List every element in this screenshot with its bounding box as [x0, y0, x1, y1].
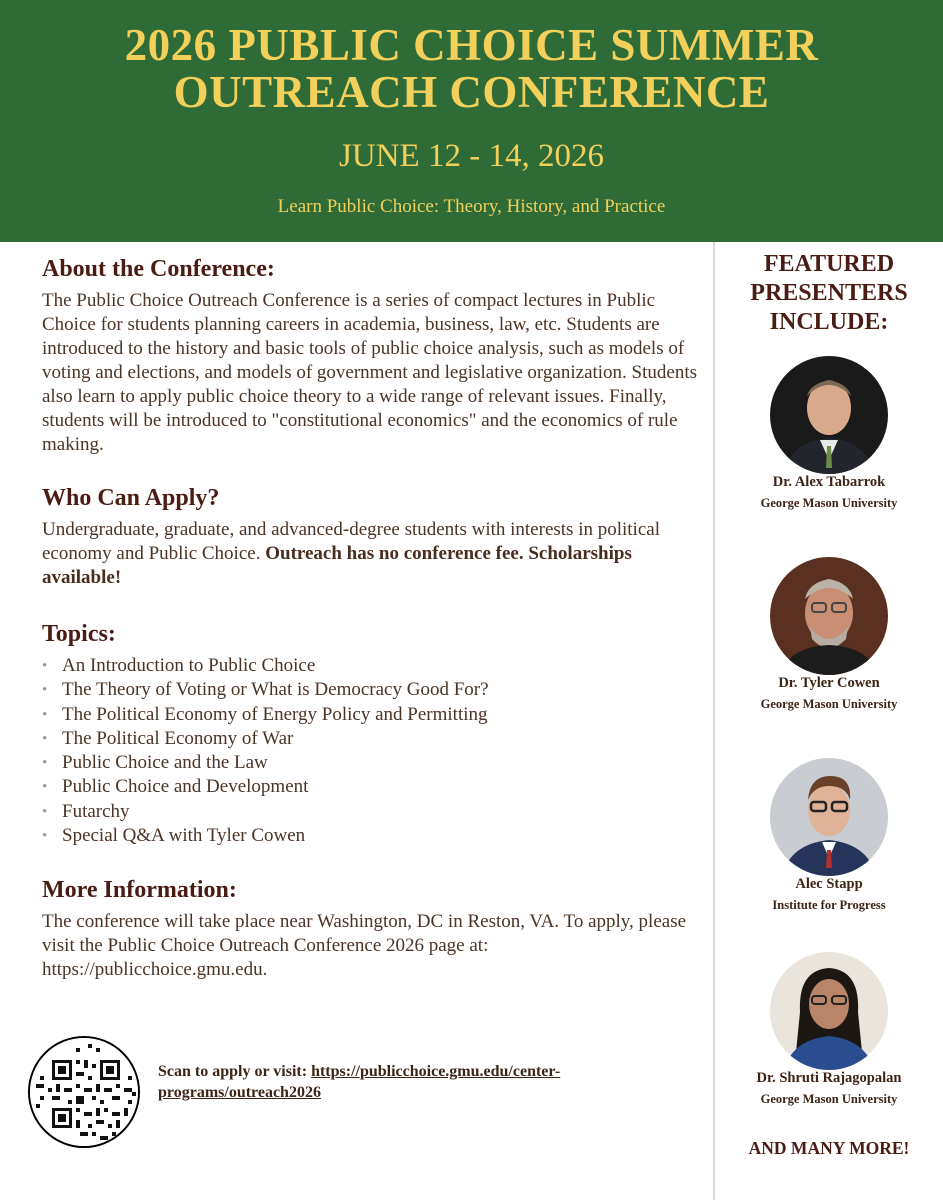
conference-tagline: Learn Public Choice: Theory, History, and Practice: [277, 196, 666, 217]
title-line-1: 2026 PUBLIC CHOICE SUMMER: [124, 20, 819, 70]
more-heading: More Information:: [42, 877, 237, 903]
about-section: [42, 255, 702, 457]
list-item: • The Theory of Voting or What is Democracy Good For?: [42, 678, 702, 702]
featured-heading: [715, 250, 943, 337]
presenter-name: Alec Stapp: [795, 876, 863, 892]
presenter-card: [715, 952, 943, 1107]
application-link[interactable]: https://publicchoice.gmu.edu/center-programs/outreach2026: [158, 1063, 561, 1101]
list-item: • The Political Economy of Energy Policy and Permitting: [42, 703, 702, 727]
who-text-plain: Undergraduate, graduate, and advanced-degree students with interests in political economy and Public Choice.: [42, 519, 660, 564]
about-heading: About the Conference:: [42, 256, 275, 282]
avatar: [770, 952, 888, 1070]
qr-code-graphic: [30, 1038, 140, 1148]
list-item: • The Political Economy of War: [42, 727, 702, 751]
who-text: [42, 518, 702, 590]
avatar: [770, 758, 888, 876]
header-banner: [0, 0, 943, 242]
list-item: • Public Choice and the Law: [42, 751, 702, 775]
conference-title: [0, 22, 943, 116]
scan-prefix: Scan to apply or visit:: [158, 1063, 308, 1080]
list-item: • An Introduction to Public Choice: [42, 654, 702, 678]
topics-section: [42, 620, 702, 848]
avatar: [770, 557, 888, 675]
presenter-name: Dr. Alex Tabarrok: [772, 474, 886, 490]
presenter-card: [715, 557, 943, 712]
list-item: • Special Q&A with Tyler Cowen: [42, 824, 702, 848]
about-text: The Public Choice Outreach Conference is a series of compact lectures in Public Choice for students planning careers in academia, business, law, etc. Students are introduced to the history and basic tools of public choice analysis, such as models of voting and elections, and models of government and legislative organization. Students also learn to apply public choice theory to a wide range of relevant issues. Finally, students will be introduced to "constitutional economics" and the economics of rule making.: [42, 290, 698, 455]
featured-line-1: FEATURED: [763, 251, 895, 277]
presenter-affiliation: Institute for Progress: [772, 898, 886, 912]
qr-code[interactable]: [28, 1036, 140, 1148]
list-item: • Public Choice and Development: [42, 775, 702, 799]
list-item: • Futarchy: [42, 800, 702, 824]
presenter-name: Dr. Tyler Cowen: [778, 675, 880, 691]
presenter-affiliation: George Mason University: [760, 1092, 898, 1106]
who-emphasis: Outreach has no conference fee. Scholarships available!: [42, 543, 632, 588]
featured-line-3: INCLUDE:: [769, 309, 889, 335]
conference-dates: JUNE 12 - 14, 2026: [339, 138, 604, 174]
topics-heading: Topics:: [42, 621, 116, 647]
presenter-card: [715, 758, 943, 913]
presenter-affiliation: George Mason University: [760, 697, 898, 711]
avatar: [770, 356, 888, 474]
and-many-more: AND MANY MORE!: [748, 1138, 910, 1158]
more-info-section: [42, 876, 702, 982]
who-heading: Who Can Apply?: [42, 485, 220, 511]
presenter-card: [715, 356, 943, 511]
title-line-2: OUTREACH CONFERENCE: [173, 67, 770, 117]
topics-list: [42, 654, 702, 848]
presenter-affiliation: George Mason University: [760, 496, 898, 510]
scan-instructions: [158, 1061, 698, 1103]
featured-line-2: PRESENTERS: [750, 280, 908, 306]
more-text: The conference will take place near Washington, DC in Reston, VA. To apply, please visit the Public Choice Outreach Conference 2026 page at: https://publicchoice.gmu.edu.: [42, 911, 687, 980]
who-can-apply-section: [42, 484, 702, 590]
presenter-name: Dr. Shruti Rajagopalan: [756, 1070, 902, 1086]
